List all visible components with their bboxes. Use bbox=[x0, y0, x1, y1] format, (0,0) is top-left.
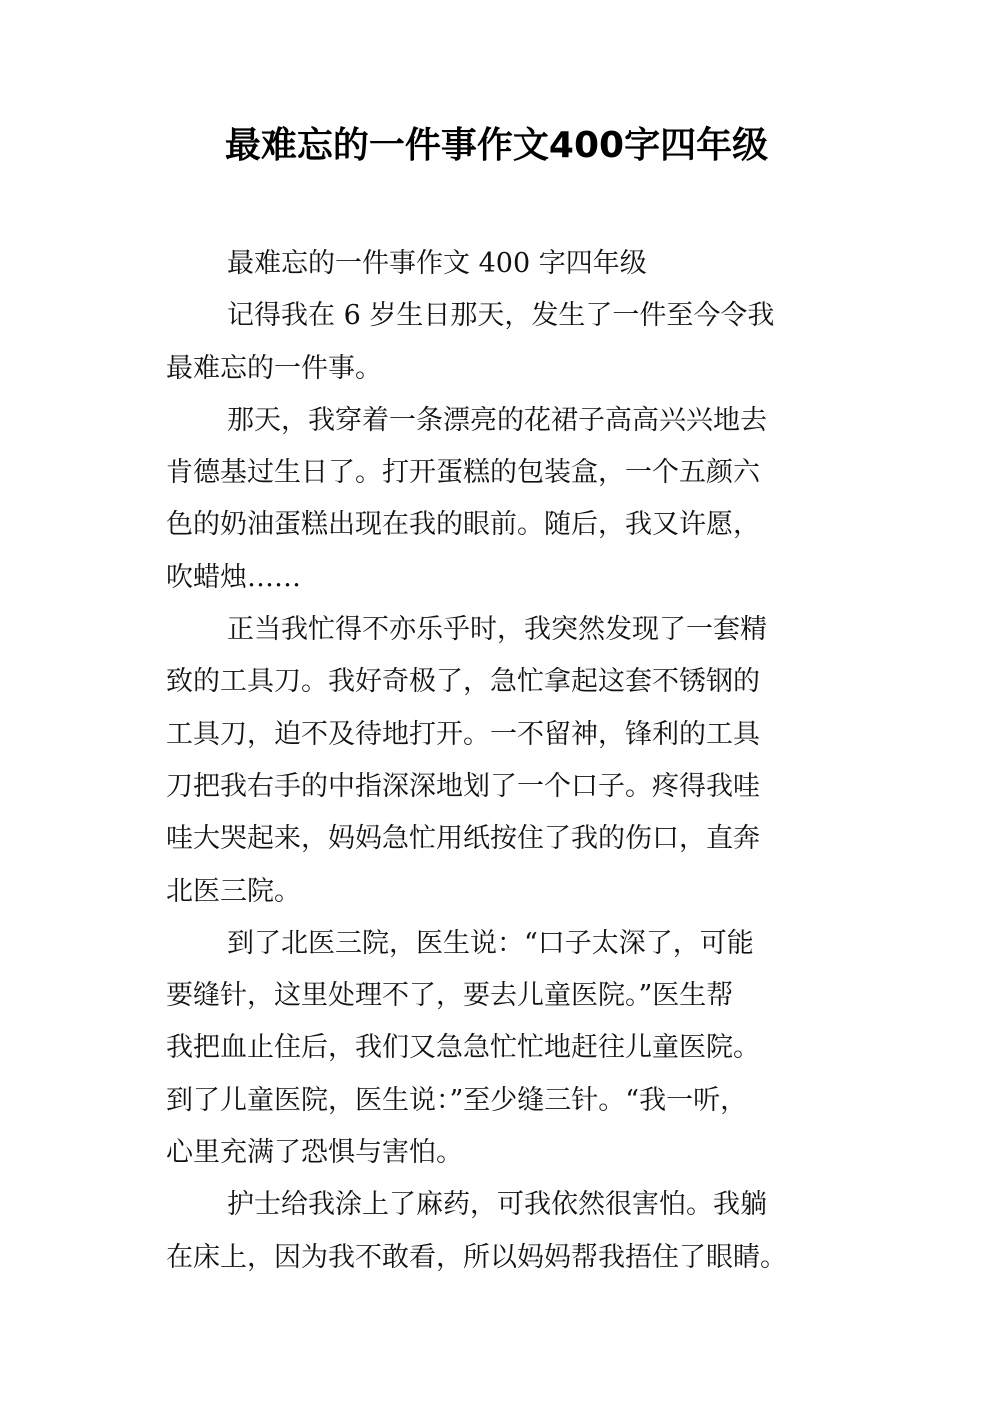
text-line: 在床上，因为我不敢看，所以妈妈帮我捂住了眼睛。 bbox=[166, 1241, 787, 1273]
text-line: 记得我在 6 岁生日那天，发生了一件至今令我 bbox=[227, 300, 775, 332]
text-line: 致的工具刀。我好奇极了，急忙拿起这套不锈钢的 bbox=[166, 666, 760, 698]
text-line: 到了北医三院，医生说：“口子太深了，可能 bbox=[227, 927, 754, 959]
text-line: 吹蜡烛…… bbox=[166, 561, 301, 593]
text-line: 心里充满了恐惧与害怕。 bbox=[166, 1137, 463, 1169]
text-line: 最难忘的一件事。 bbox=[166, 352, 382, 384]
text-line: 护士给我涂上了麻药，可我依然很害怕。我躺 bbox=[227, 1189, 767, 1221]
text-line: 要缝针，这里处理不了，要去儿童医院。”医生帮 bbox=[166, 980, 734, 1012]
text-line: 到了儿童医院，医生说：”至少缝三针。“我一听， bbox=[166, 1084, 748, 1116]
text-line: 正当我忙得不亦乐乎时，我突然发现了一套精 bbox=[227, 614, 767, 646]
text-line: 肯德基过生日了。打开蛋糕的包装盒，一个五颜六 bbox=[166, 457, 760, 489]
text-line: 工具刀，迫不及待地打开。一不留神，锋利的工具 bbox=[166, 718, 760, 750]
text-line: 刀把我右手的中指深深地划了一个口子。疼得我哇 bbox=[166, 770, 760, 802]
text-line: 北医三院。 bbox=[166, 875, 301, 907]
text-line: 那天，我穿着一条漂亮的花裙子高高兴兴地去 bbox=[227, 404, 767, 436]
text-line: 色的奶油蛋糕出现在我的眼前。随后，我又许愿， bbox=[166, 509, 760, 541]
text-line: 最难忘的一件事作文 400 字四年级 bbox=[227, 248, 647, 279]
text-line: 哇大哭起来，妈妈急忙用纸按住了我的伤口，直奔 bbox=[166, 823, 760, 855]
document-body bbox=[166, 238, 846, 1284]
text-line: 我把血止住后，我们又急急忙忙地赶往儿童医院。 bbox=[166, 1032, 760, 1064]
document-title: 最难忘的一件事作文400字四年级 bbox=[224, 125, 769, 166]
